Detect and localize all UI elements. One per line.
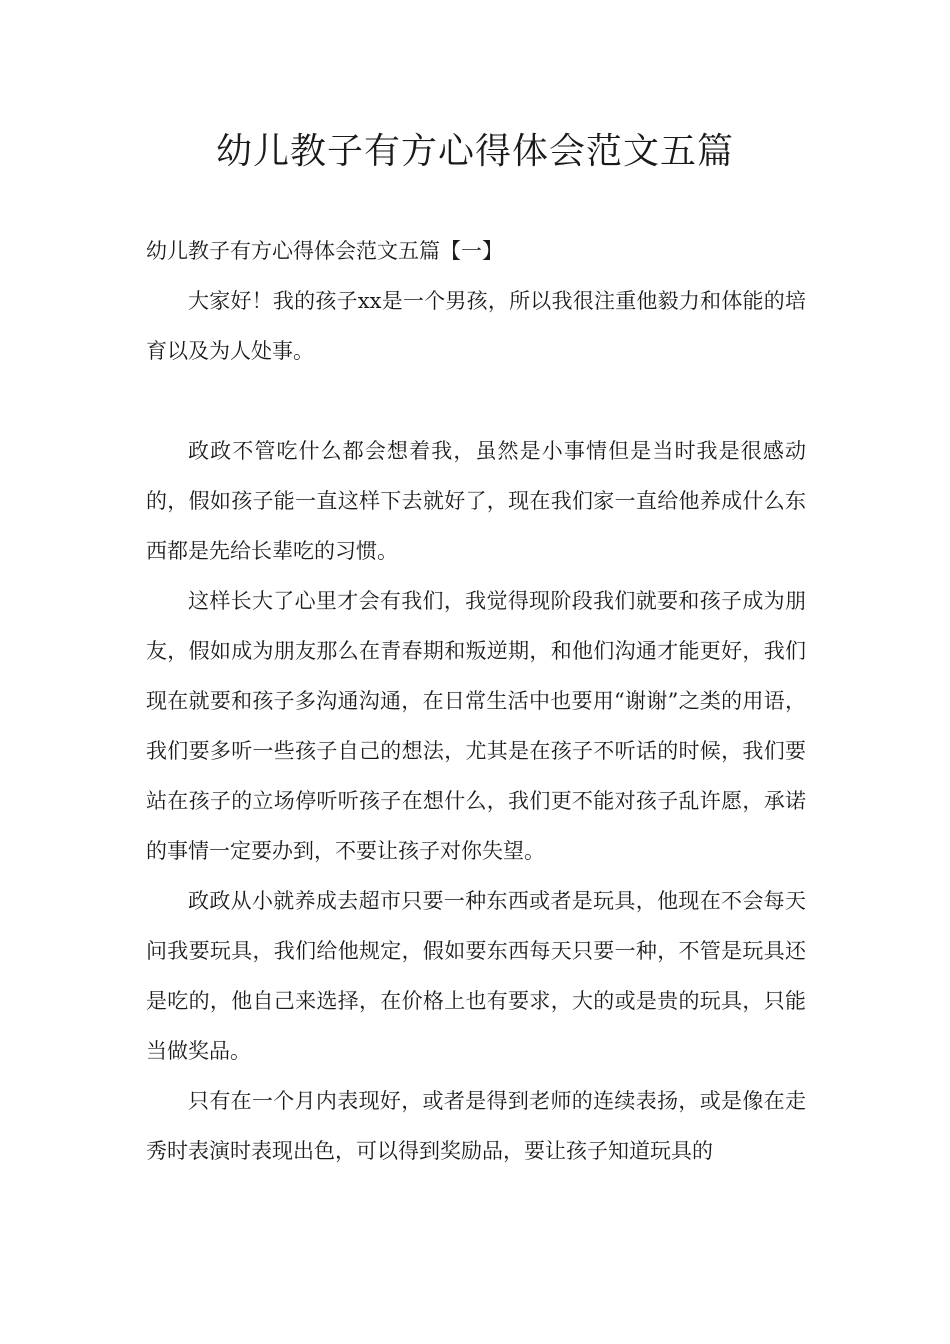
paragraph: 政政不管吃什么都会想着我，虽然是小事情但是当时我是很感动的，假如孩子能一直这样下去就好了，现在我们家一直给他养成什么东西都是先给长辈吃的习惯。	[146, 439, 806, 563]
paragraph: 政政从小就养成去超市只要一种东西或者是玩具，他现在不会每天问我要玩具，我们给他规定，假如要东西每天只要一种，不管是玩具还是吃的，他自己来选择，在价格上也有要求，大的或是贵的玩具，只能当做奖品。	[146, 889, 806, 1063]
document-body	[146, 226, 806, 1176]
blank-line	[146, 376, 806, 426]
paragraph: 只有在一个月内表现好，或者是得到老师的连续表扬，或是像在走秀时表演时表现出色，可以得到奖励品，要让孩子知道玩具的	[146, 1089, 806, 1163]
paragraph: 这样长大了心里才会有我们，我觉得现阶段我们就要和孩子成为朋友，假如成为朋友那么在青春期和叛逆期，和他们沟通才能更好，我们现在就要和孩子多沟通沟通，在日常生活中也要用“谢谢”之类的用语，我们要多听一些孩子自己的想法，尤其是在孩子不听话的时候，我们要站在孩子的立场停听听孩子在想什么，我们更不能对孩子乱许愿，承诺的事情一定要办到，不要让孩子对你失望。	[146, 589, 806, 863]
document-title: 幼儿教子有方心得体会范文五篇	[215, 131, 734, 172]
paragraph: 大家好！我的孩子xx是一个男孩，所以我很注重他毅力和体能的培育以及为人处事。	[146, 289, 806, 363]
section-heading: 幼儿教子有方心得体会范文五篇【一】	[146, 239, 503, 263]
